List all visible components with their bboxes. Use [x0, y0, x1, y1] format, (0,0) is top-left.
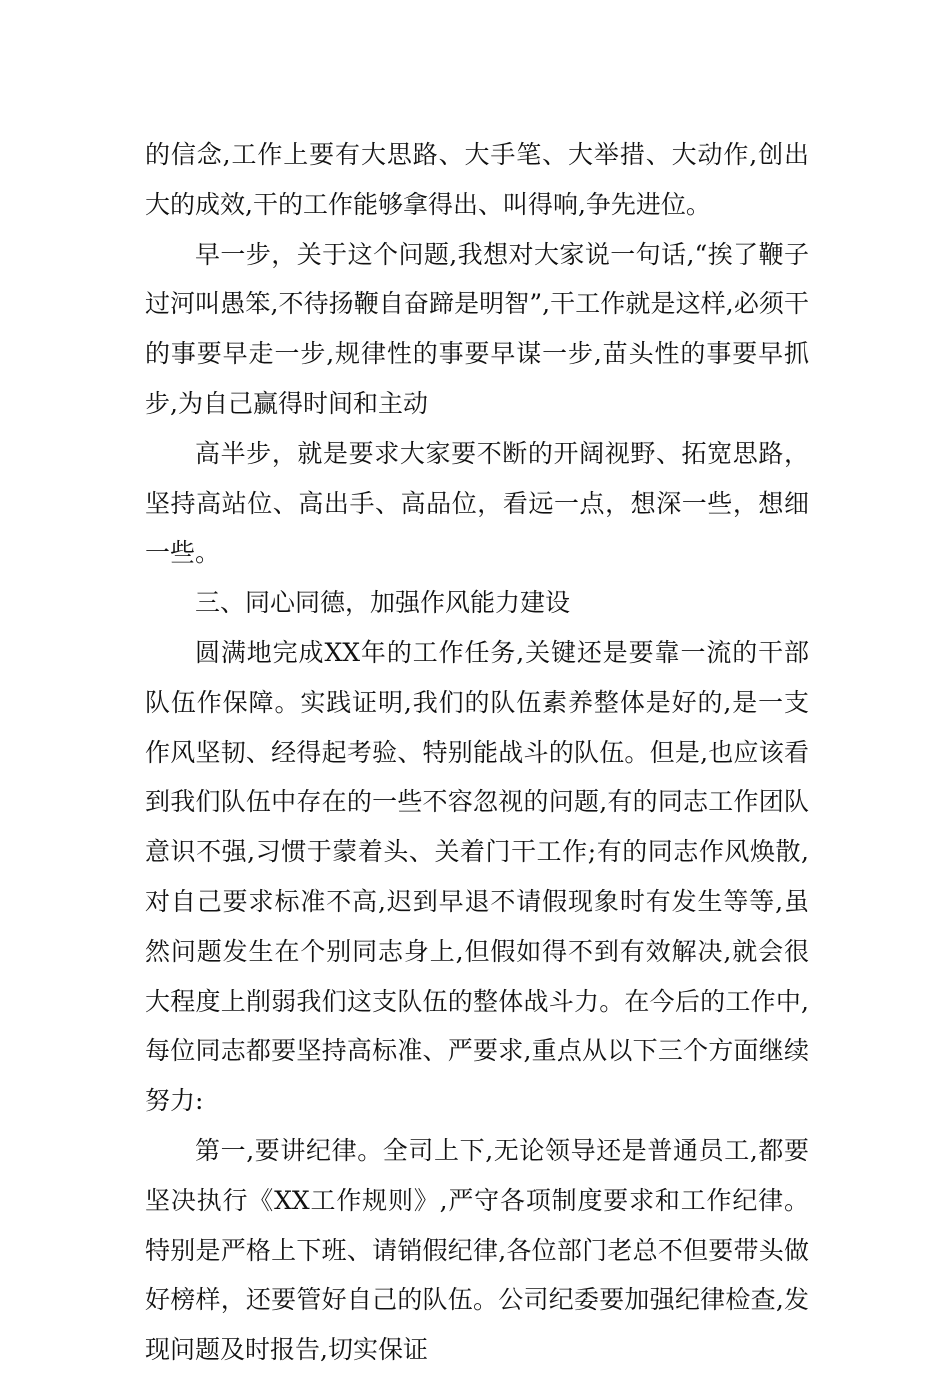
paragraph-team-building: 圆满地完成XX年的工作任务,关键还是要靠一流的干部队伍作保障。实践证明,我们的队伍素养整体是好的,是一支作风坚韧、经得起考验、特别能战斗的队伍。但是,也应该看到我们队伍中存在的一些不容忽视的问题,有的同志工作团队意识不强,习惯于蒙着头、关着门干工作;有的同志作风焕散,对自己要求标准不高,迟到早退不请假现象时有发生等等,虽然问题发生在个别同志身上,但假如得不到有效解决,就会很大程度上削弱我们这支队伍的整体战斗力。在今后的工作中,每位同志都要坚持高标准、严要求,重点从以下三个方面继续努力: — [145, 637, 809, 1116]
document-body — [145, 130, 809, 1375]
paragraph-continuation: 的信念,工作上要有大思路、大手笔、大举措、大动作,创出大的成效,干的工作能够拿得出、叫得响,争先进位。 — [145, 140, 809, 219]
paragraph-discipline: 第一,要讲纪律。全司上下,无论领导还是普通员工,都要坚决执行《XX工作规则》,严守各项制度要求和工作纪律。特别是严格上下班、请销假纪律,各位部门老总不但要带头做好榜样，还要管好自己的队伍。公司纪委要加强纪律检查,发现问题及时报告,切实保证 — [145, 1135, 809, 1365]
section-heading-three: 三、同心同德，加强作风能力建设 — [195, 588, 571, 618]
paragraph-half-step-higher: 高半步，就是要求大家要不断的开阔视野、拓宽思路，坚持高站位、高出手、高品位，看远一点，想深一些，想细一些。 — [145, 438, 809, 568]
paragraph-early-step: 早一步，关于这个问题,我想对大家说一句话,“挨了鞭子过河叫愚笨,不待扬鞭自奋蹄是明智”,干工作就是这样,必须干的事要早走一步,规律性的事要早谋一步,苗头性的事要早抓步,为自己赢得时间和主动 — [145, 239, 809, 418]
